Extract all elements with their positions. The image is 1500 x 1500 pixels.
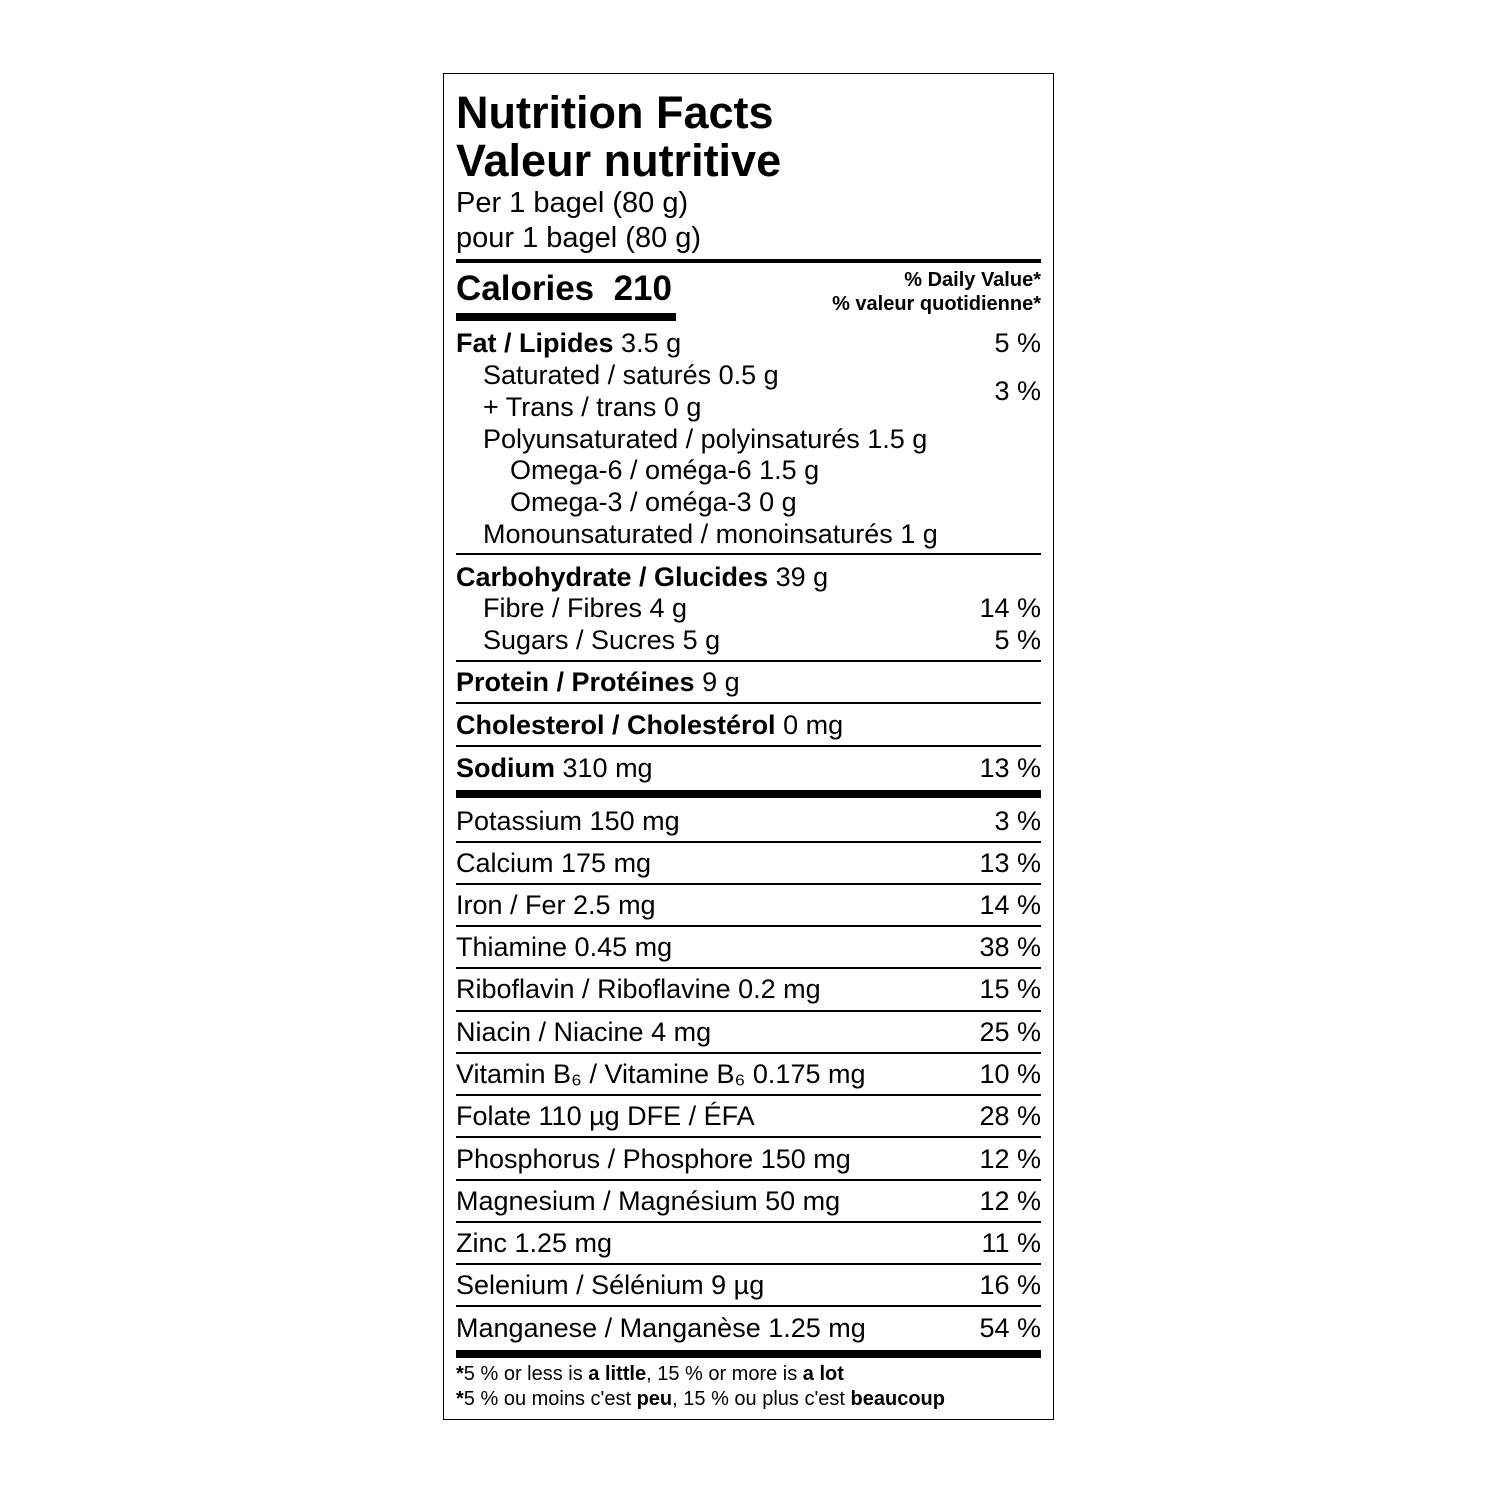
divider: [456, 883, 1041, 885]
sodium-dv: 13 %: [979, 753, 1041, 783]
sodium-row: [456, 752, 1041, 784]
list-item: [456, 889, 1041, 921]
list-item: [456, 1143, 1041, 1175]
nutrient-name: Selenium / Sélénium 9 µg: [456, 1270, 765, 1300]
nutrient-name: Thiamine 0.45 mg: [456, 932, 673, 962]
nutrient-dv: 25 %: [979, 1017, 1041, 1047]
calories: [456, 269, 672, 309]
footnote-emphasis: peu: [636, 1388, 673, 1410]
protein-label: Protein / Protéines: [456, 667, 695, 697]
nutrient-dv: 11 %: [981, 1228, 1041, 1258]
divider: [456, 841, 1041, 843]
sugars-dv: 5 %: [994, 625, 1041, 655]
serving-size-fr: pour 1 bagel (80 g): [456, 222, 702, 254]
fibre-label: Fibre / Fibres 4 g: [483, 593, 688, 623]
nutrient-dv: 12 %: [979, 1186, 1041, 1216]
divider-thick: [456, 790, 1041, 798]
nutrient-dv: 15 %: [979, 974, 1041, 1004]
nutrient-name: Manganese / Manganèse 1.25 mg: [456, 1313, 866, 1343]
sugars-label: Sugars / Sucres 5 g: [483, 625, 721, 655]
fat-dv: 5 %: [994, 328, 1041, 358]
list-item: [456, 1016, 1041, 1048]
divider: [456, 1305, 1041, 1307]
saturated-row: Saturated / saturés 0.5 g: [483, 360, 779, 390]
nutrient-name: Iron / Fer 2.5 mg: [456, 890, 656, 920]
omega3-row: Omega-3 / oméga-3 0 g: [510, 487, 797, 517]
divider: [456, 925, 1041, 927]
divider: [456, 1094, 1041, 1096]
fibre-row: [456, 592, 1041, 624]
divider: [456, 967, 1041, 969]
list-item: [456, 1058, 1041, 1090]
list-item: [456, 847, 1041, 879]
divider: [456, 1052, 1041, 1054]
fibre-dv: 14 %: [979, 593, 1041, 623]
carbohydrate-amount: 39 g: [775, 562, 829, 592]
nutrient-dv: 16 %: [979, 1270, 1041, 1300]
list-item: [456, 1185, 1041, 1217]
nutrient-dv: 3 %: [994, 806, 1041, 836]
divider-thick: [456, 1350, 1041, 1358]
nutrient-dv: 14 %: [979, 890, 1041, 920]
divider: [456, 702, 1041, 704]
cholesterol-label: Cholesterol / Cholestérol: [456, 710, 776, 740]
footnote-text: 5 % ou moins c'est: [463, 1388, 637, 1410]
fat-row: [456, 327, 1041, 359]
nutrient-name: Magnesium / Magnésium 50 mg: [456, 1186, 841, 1216]
cholesterol-amount: 0 mg: [783, 710, 844, 740]
footnote-en: [456, 1362, 844, 1387]
title-en: Nutrition Facts: [456, 87, 774, 138]
nutrient-name: Folate 110 µg DFE / ÉFA: [456, 1101, 755, 1131]
serving-size-en: Per 1 bagel (80 g): [456, 187, 689, 219]
carbohydrate-row: [456, 561, 1041, 593]
nutrient-dv: 10 %: [979, 1059, 1041, 1089]
nutrient-name: Riboflavin / Riboflavine 0.2 mg: [456, 974, 821, 1004]
calories-underline: [456, 313, 676, 321]
divider: [456, 1263, 1041, 1265]
divider: [456, 1179, 1041, 1181]
footnote-text: 5 % or less is: [463, 1363, 589, 1385]
nutrient-dv: 28 %: [979, 1101, 1041, 1131]
list-item: [456, 1269, 1041, 1301]
nutrient-name: Phosphorus / Phosphore 150 mg: [456, 1144, 851, 1174]
nutrient-dv: 12 %: [979, 1144, 1041, 1174]
nutrient-name: Vitamin B₆ / Vitamine B₆ 0.175 mg: [456, 1059, 866, 1089]
footnote-emphasis: a lot: [802, 1363, 844, 1385]
protein-amount: 9 g: [702, 667, 740, 697]
nutrient-name: Calcium 175 mg: [456, 848, 652, 878]
omega6-row: Omega-6 / oméga-6 1.5 g: [510, 455, 820, 485]
nutrient-dv: 54 %: [979, 1313, 1041, 1343]
divider: [456, 1221, 1041, 1223]
fat-amount: 3.5 g: [621, 328, 682, 358]
footnote-emphasis: beaucoup: [850, 1388, 945, 1410]
cholesterol-row: [456, 709, 1041, 741]
asterisk: *: [456, 1363, 464, 1385]
divider: [456, 553, 1041, 555]
nutrient-dv: 38 %: [979, 932, 1041, 962]
list-item: [456, 1100, 1041, 1132]
footnote-fr: [456, 1387, 945, 1412]
sodium-amount: 310 mg: [562, 753, 653, 783]
list-item: [456, 1312, 1041, 1344]
protein-row: [456, 666, 1041, 698]
daily-value-en: % Daily Value*: [904, 269, 1041, 291]
footnote-emphasis: a little: [588, 1363, 647, 1385]
divider-thick: [456, 259, 1041, 263]
nutrient-dv: 13 %: [979, 848, 1041, 878]
divider: [456, 1136, 1041, 1138]
sat-trans-dv: 3 %: [994, 376, 1041, 406]
divider: [456, 660, 1041, 662]
footnote-text: , 15 % ou plus c'est: [672, 1388, 851, 1410]
nutrient-name: Niacin / Niacine 4 mg: [456, 1017, 712, 1047]
list-item: [456, 931, 1041, 963]
monounsaturated-row: Monounsaturated / monoinsaturés 1 g: [483, 519, 938, 549]
calories-label: Calories: [456, 269, 595, 308]
divider: [456, 745, 1041, 747]
sugars-row: [456, 624, 1041, 656]
title-fr: Valeur nutritive: [456, 135, 782, 186]
footnote-text: , 15 % or more is: [646, 1363, 803, 1385]
fat-label: Fat / Lipides: [456, 328, 614, 358]
daily-value-fr: % valeur quotidienne*: [832, 293, 1041, 315]
nutrient-name: Potassium 150 mg: [456, 806, 680, 836]
calories-value: 210: [613, 269, 672, 308]
divider: [456, 1010, 1041, 1012]
nutrition-facts-label: [443, 73, 1054, 1420]
asterisk: *: [456, 1388, 464, 1410]
list-item: [456, 973, 1041, 1005]
nutrient-name: Zinc 1.25 mg: [456, 1228, 613, 1258]
trans-row: + Trans / trans 0 g: [483, 392, 702, 422]
carbohydrate-label: Carbohydrate / Glucides: [456, 562, 769, 592]
polyunsaturated-row: Polyunsaturated / polyinsaturés 1.5 g: [483, 424, 928, 454]
list-item: [456, 1227, 1041, 1259]
sodium-label: Sodium: [456, 753, 555, 783]
list-item: [456, 805, 1041, 837]
